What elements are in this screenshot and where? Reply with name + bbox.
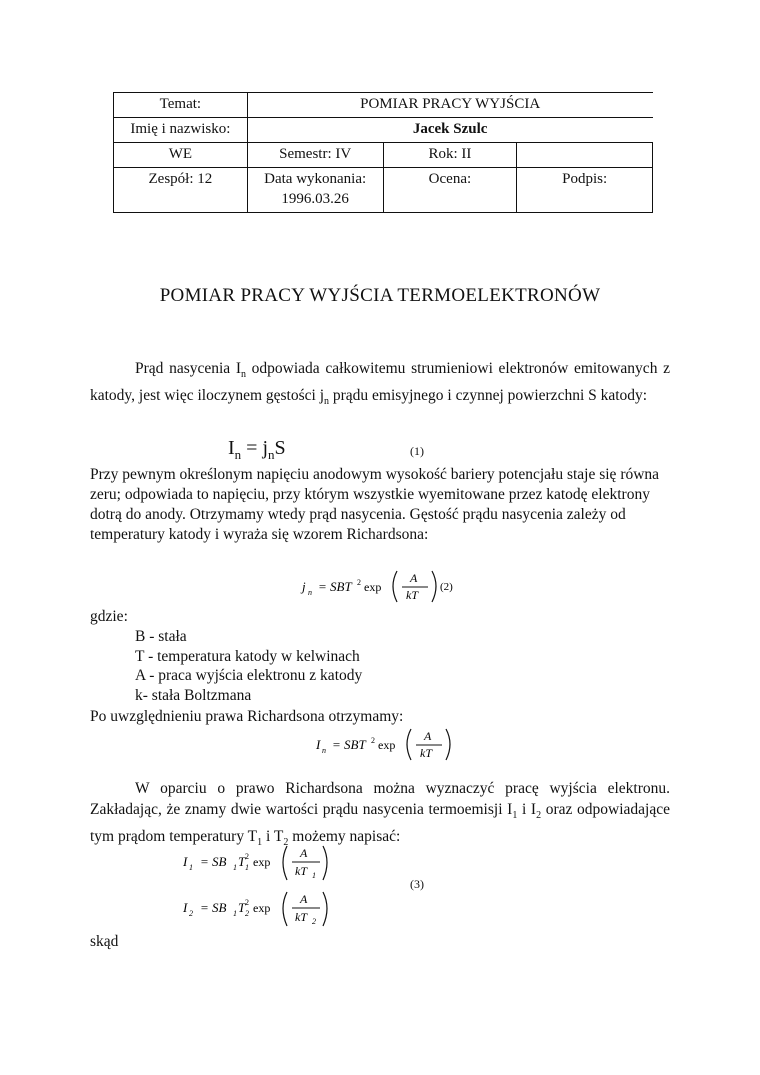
date-cell — [247, 168, 383, 213]
svg-text:2: 2 — [245, 852, 249, 861]
svg-text:2: 2 — [371, 736, 375, 745]
svg-text:= SBT: = SBT — [318, 579, 352, 594]
svg-text:2: 2 — [357, 578, 361, 587]
svg-text:exp: exp — [364, 580, 382, 594]
paragraph-3: W oparciu o prawo Richardsona można wyznaczyć pracę wyjścia elektronu. Zakładając, że znamy dwie wartości prądu nasycenia termoemisji $I_1$ i $I_2$ oraz odpowiadające tym prądom temperatury $T_1$ i $T_2$ możemy napisać: — [90, 780, 671, 849]
equation-1-number: (1) — [410, 444, 424, 458]
svg-text:2: 2 — [245, 909, 249, 918]
document-title: POMIAR PRACY WYJŚCIA TERMOELEKTRONÓW — [159, 285, 601, 306]
svg-text:kT: kT — [406, 588, 418, 602]
date-label: Data wykonania: — [264, 171, 367, 187]
svg-text:1: 1 — [312, 871, 316, 880]
header-table — [113, 92, 653, 213]
definition-item: k- stała Boltzmana — [135, 687, 252, 704]
svg-text:exp: exp — [378, 738, 396, 752]
svg-text:kT: kT — [295, 864, 307, 878]
definition-item: B - stała — [135, 628, 187, 645]
definition-item: T - temperatura katody w kelwinach — [135, 648, 360, 665]
year: Rok: II — [383, 143, 517, 168]
closing-word: skąd — [90, 933, 119, 950]
svg-text:I: I — [183, 854, 188, 869]
intro-paragraph: Prąd nasycenia $I_n$ odpowiada całkowitemu strumieniowi elektronów emitowanych z katody, jest więc iloczynem gęstości $j_n$ prądu emisyjnego i czynnej powierzchni S katody: — [90, 360, 670, 408]
equation-3 — [310, 724, 460, 764]
topic-label: Temat: — [114, 93, 248, 118]
svg-text:2: 2 — [189, 909, 193, 918]
after-richardson: Po uwzględnieniu prawa Richardsona otrzymamy: — [90, 708, 404, 725]
name-value: Jacek Szulc — [247, 118, 652, 143]
semester: Semestr: IV — [247, 143, 383, 168]
svg-text:(2): (2) — [440, 581, 453, 593]
svg-text:kT: kT — [420, 746, 432, 760]
svg-text:T: T — [238, 854, 246, 869]
topic-value: POMIAR PRACY WYJŚCIA — [247, 93, 652, 118]
svg-text:A: A — [300, 892, 308, 906]
name-label: Imię i nazwisko: — [114, 118, 248, 143]
where-label: gdzie: — [90, 608, 128, 625]
svg-text:A: A — [424, 729, 432, 743]
svg-text:I: I — [183, 900, 188, 915]
svg-text:A: A — [300, 846, 308, 860]
svg-text:n: n — [308, 588, 312, 597]
svg-text:exp: exp — [253, 901, 271, 915]
svg-text:T: T — [238, 900, 246, 915]
svg-text:1: 1 — [233, 909, 237, 918]
svg-text:A: A — [410, 571, 418, 585]
definition-item: A - praca wyjścia elektronu z katody — [135, 667, 363, 684]
empty-cell — [517, 143, 653, 168]
svg-text:1: 1 — [233, 863, 237, 872]
date-value: 1996.03.26 — [281, 191, 349, 207]
svg-text:kT: kT — [295, 910, 307, 924]
team: Zespół: 12 — [114, 168, 248, 213]
svg-text:I: I — [316, 737, 321, 752]
svg-text:1: 1 — [189, 863, 193, 872]
equation-4-system — [178, 842, 338, 932]
svg-text:j: j — [302, 579, 306, 594]
svg-text:2: 2 — [245, 898, 249, 907]
equation-2 — [296, 566, 466, 606]
equation-3-number: (3) — [410, 877, 424, 891]
paragraph-2: Przy pewnym określonym napięciu anodowym wysokość bariery potencjału staje się równa zeru; odpowiada to napięciu, przy którym wszystkie wyemitowane przez katodę elektrony dotrą do anody. Otrzymamy wtedy prąd nasycenia. Gęstość prądu nasycenia zależy od temperatury katody i wyraża się wzorem Richardsona: — [90, 466, 660, 543]
signature-label: Podpis: — [517, 168, 653, 213]
svg-text:2: 2 — [312, 917, 316, 926]
svg-text:= SBT: = SBT — [332, 737, 366, 752]
svg-text:n: n — [322, 746, 326, 755]
grade-label: Ocena: — [383, 168, 517, 213]
department: WE — [114, 143, 248, 168]
svg-text:1: 1 — [245, 863, 249, 872]
svg-text:= SB: = SB — [200, 900, 227, 915]
svg-text:= SB: = SB — [200, 854, 227, 869]
svg-text:exp: exp — [253, 855, 271, 869]
equation-1: $I_n = j_nS$ — [228, 437, 286, 462]
